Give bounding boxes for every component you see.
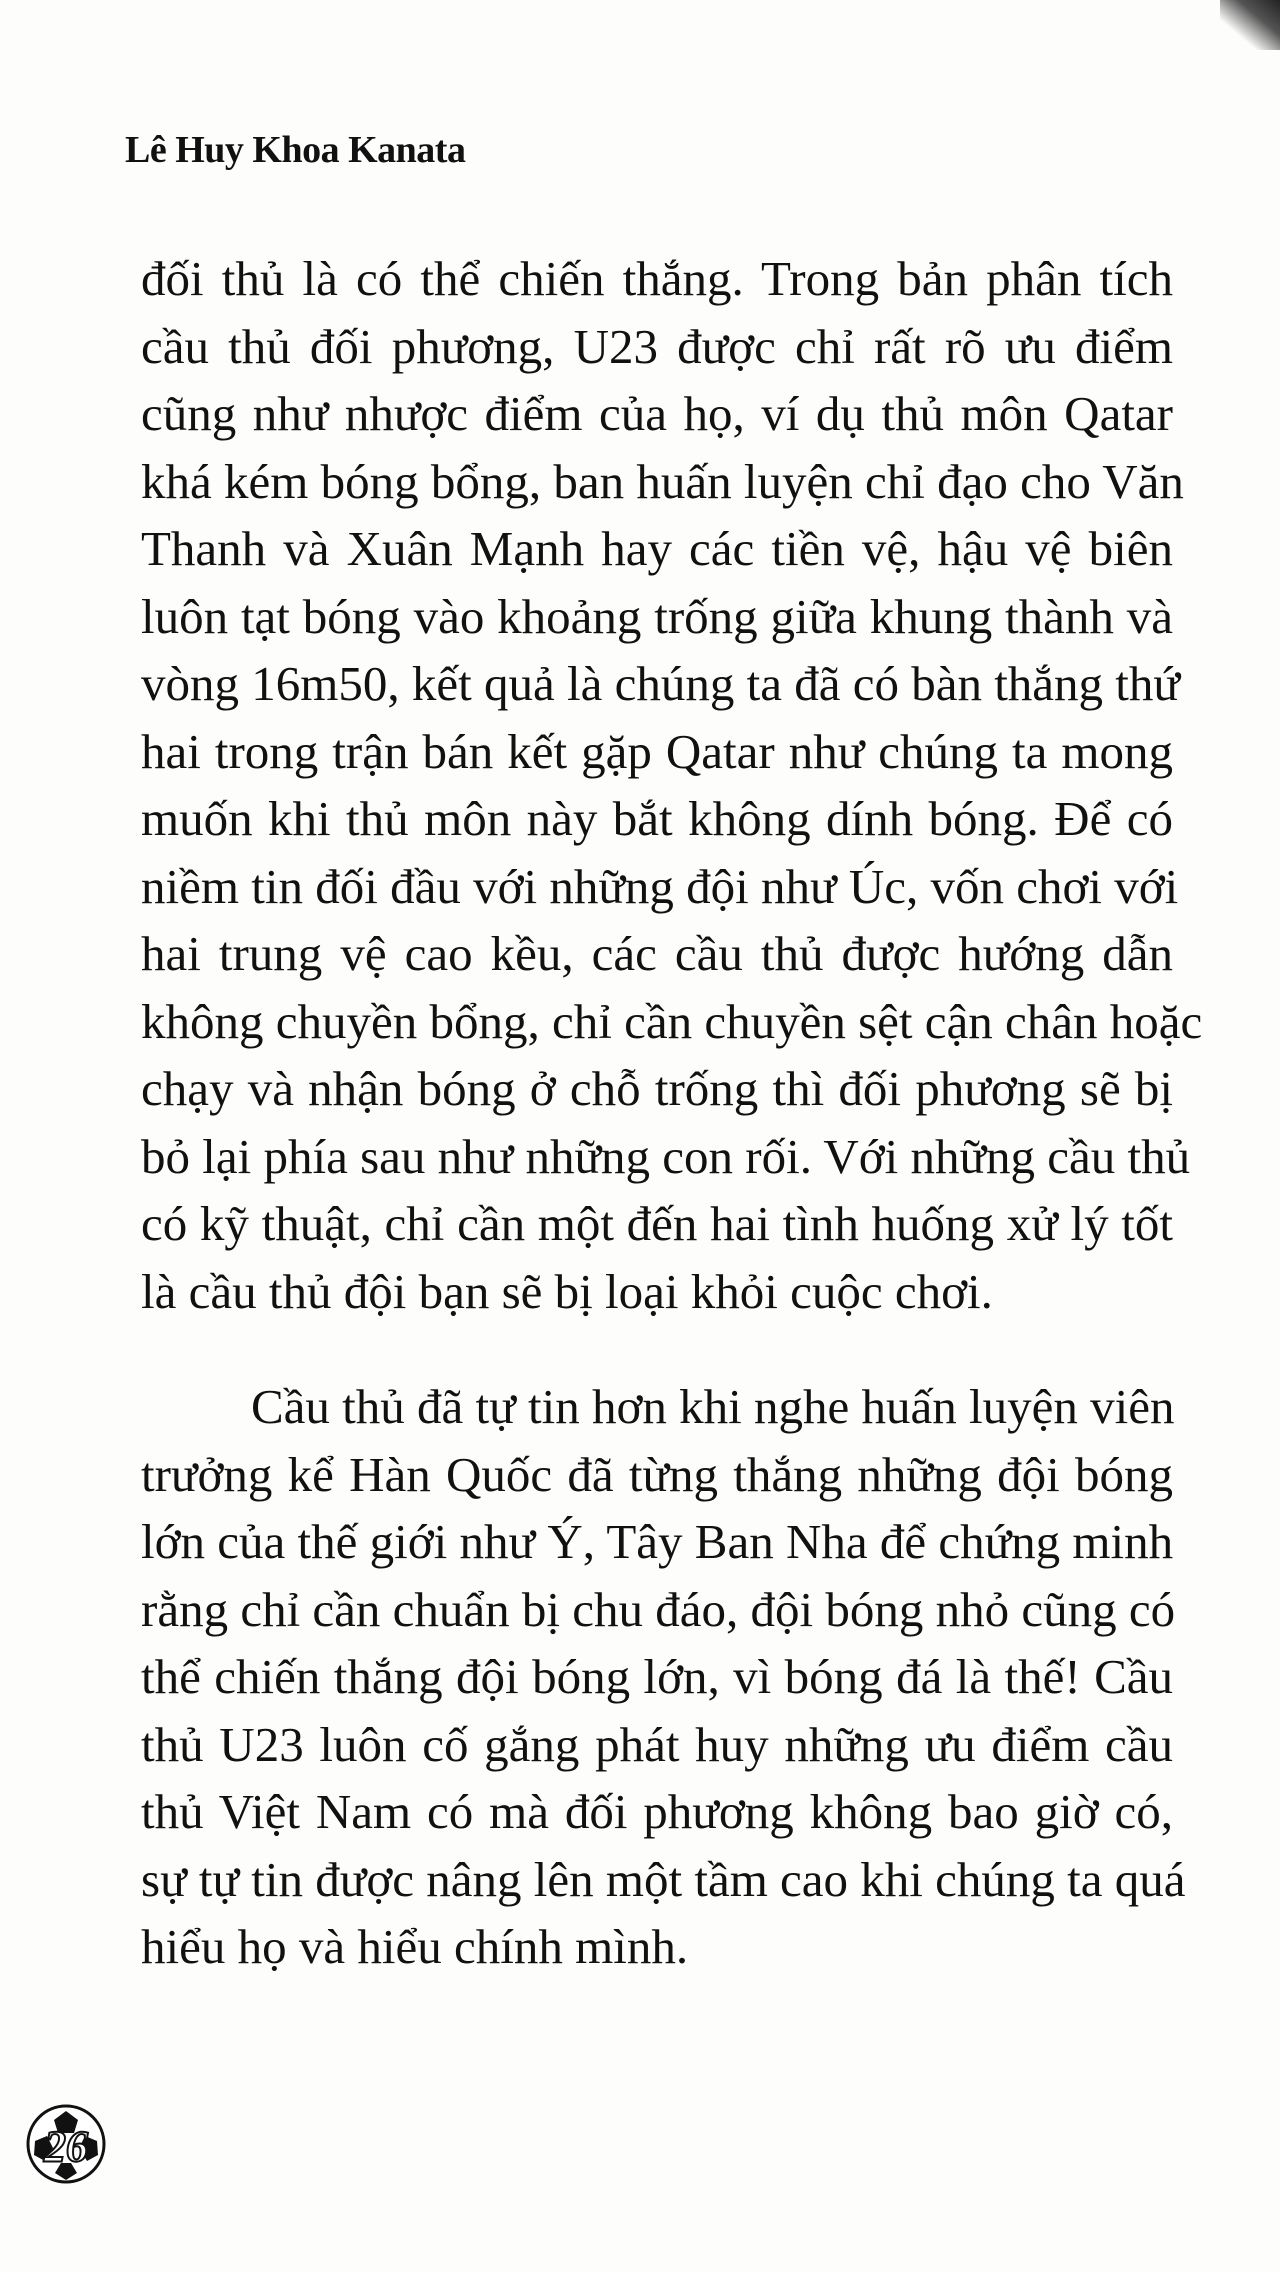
paragraph-2 [141, 1373, 1186, 1981]
text-line: Cầu thủ đã tự tin hơn khi nghe huấn luyện viên [251, 1379, 1175, 1434]
page-number-badge [25, 2103, 107, 2185]
text-line: lớn của thế giới như Ý, Tây Ban Nha để chứng minh [141, 1514, 1174, 1569]
text-line: hai trong trận bán kết gặp Qatar như chúng ta mong [141, 723, 1173, 779]
text-line: hai trung vệ cao kều, các cầu thủ được hướng dẫn [141, 926, 1173, 981]
text-line: thủ Việt Nam có mà đối phương không bao giờ có, [141, 1784, 1173, 1839]
text-line: không chuyền bổng, chỉ cần chuyền sệt cận chân hoặc [141, 993, 1203, 1049]
text-line: trưởng kể Hàn Quốc đã từng thắng những đội bóng [141, 1446, 1173, 1502]
text-line: hiểu họ và hiểu chính mình. [141, 1919, 689, 1974]
text-line: đối thủ là có thể chiến thắng. Trong bản phân tích [141, 251, 1173, 306]
text-line: niềm tin đối đầu với những đội như Úc, vốn chơi với [141, 858, 1179, 914]
text-line: vòng 16m50, kết quả là chúng ta đã có bàn thắng thứ [141, 656, 1180, 711]
body-text [141, 245, 1203, 1981]
text-line: khá kém bóng bổng, ban huấn luyện chỉ đạo cho Văn [141, 453, 1184, 509]
text-line: Thanh và Xuân Mạnh hay các tiền vệ, hậu vệ biên [141, 521, 1173, 576]
text-line: thể chiến thắng đội bóng lớn, vì bóng đá là thế! Cầu [141, 1649, 1173, 1704]
text-line: rằng chỉ cần chuẩn bị chu đáo, đội bóng nhỏ cũng có [141, 1581, 1176, 1637]
paragraph-1 [141, 245, 1203, 1325]
paragraph-gap [141, 1325, 1173, 1373]
text-line: bỏ lại phía sau như những con rối. Với những cầu thủ [141, 1128, 1191, 1184]
text-line: cầu thủ đối phương, U23 được chỉ rất rõ ưu điểm [141, 318, 1173, 374]
text-line: là cầu thủ đội bạn sẽ bị loại khỏi cuộc chơi. [141, 1263, 993, 1319]
page-corner-shadow [1220, 0, 1280, 50]
text-line: luôn tạt bóng vào khoảng trống giữa khung thành và [141, 588, 1173, 644]
text-line: chạy và nhận bóng ở chỗ trống thì đối phương sẽ bị [141, 1061, 1173, 1116]
page-number: 26 [44, 2122, 88, 2171]
text-line: sự tự tin được nâng lên một tầm cao khi chúng ta quá [141, 1851, 1186, 1907]
text-line: thủ U23 luôn cố gắng phát huy những ưu điểm cầu [141, 1716, 1173, 1772]
running-header: Lê Huy Khoa Kanata [125, 129, 466, 171]
text-line: muốn khi thủ môn này bắt không dính bóng. Để có [141, 791, 1173, 846]
text-line: có kỹ thuật, chỉ cần một đến hai tình huống xử lý tốt [141, 1196, 1173, 1251]
text-line: cũng như nhược điểm của họ, ví dụ thủ môn Qatar [141, 386, 1173, 441]
